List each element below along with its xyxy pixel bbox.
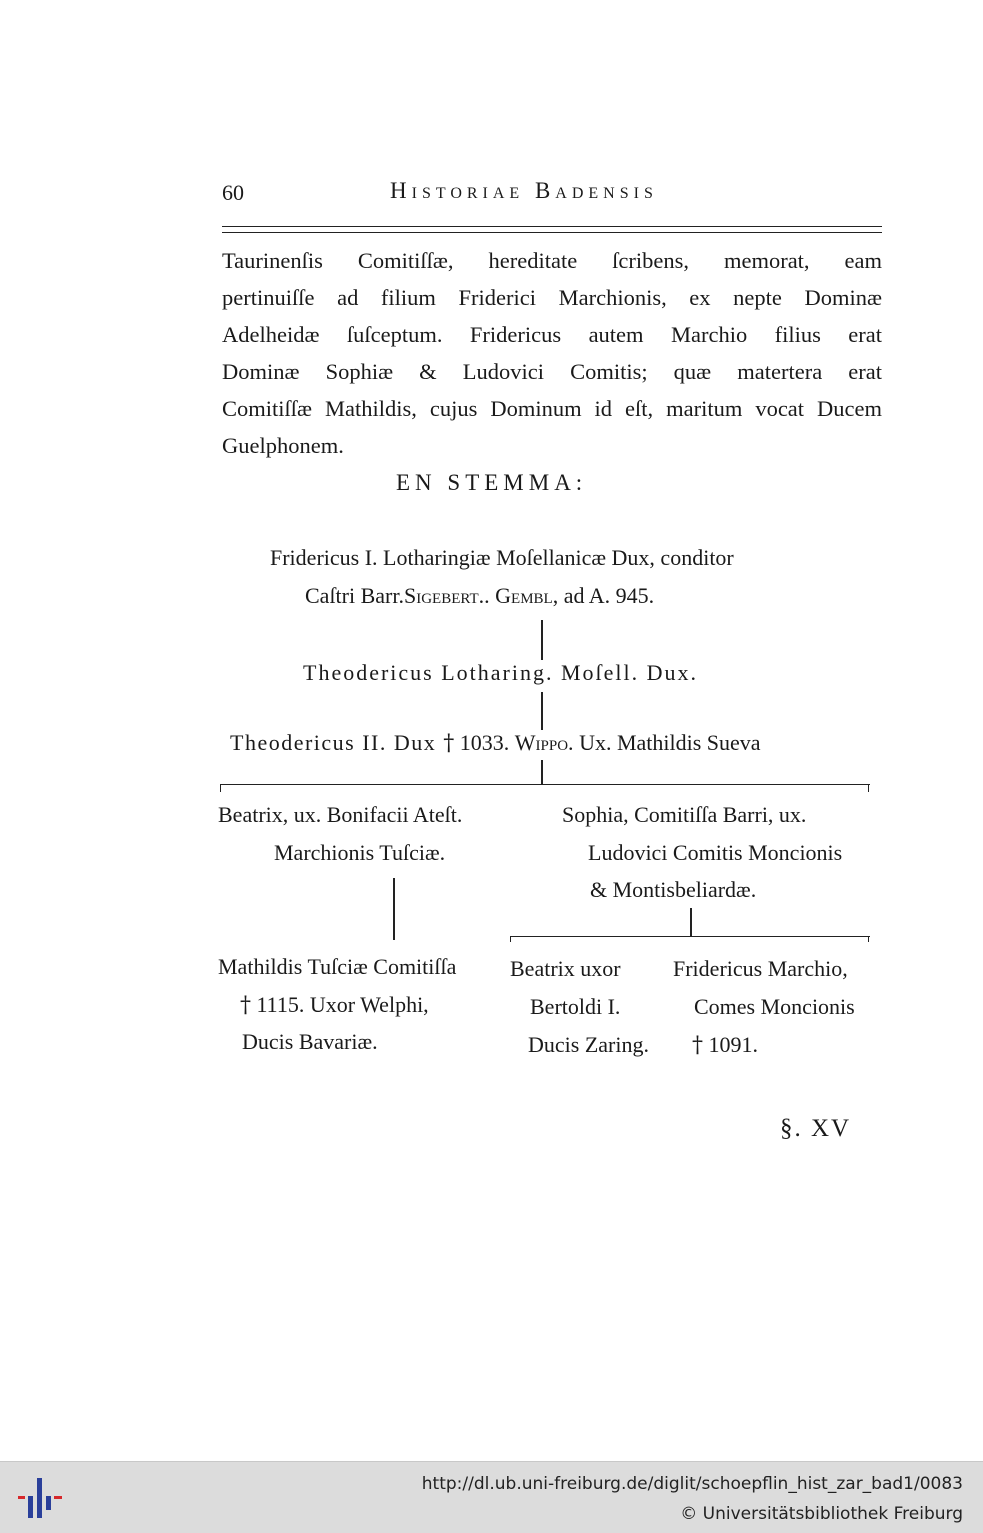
paragraph-line: pertinuiſſe ad filium Friderici Marchionis, ex nepte Dominæ: [222, 285, 882, 310]
connector-gen1-gen2: [541, 620, 543, 660]
connector-gen2-gen3: [541, 692, 543, 730]
child-right-line3: [692, 1032, 758, 1058]
gen1-date: , ad A. 945.: [552, 583, 655, 608]
bracket-right-children: [510, 936, 870, 937]
paragraph-line: Adelheidæ ſuſceptum. Fridericus autem Marchio filius erat: [222, 322, 882, 347]
gen3-line: [230, 730, 761, 756]
child-right-line2: Comes Moncionis: [694, 994, 855, 1019]
gen3-name: Theodericus II. Dux: [230, 730, 444, 755]
left-branch-line2: Marchionis Tuſciæ.: [274, 840, 446, 865]
page-number: 60: [222, 180, 244, 205]
bracket-end-left: [220, 784, 221, 792]
child-left-line3: Ducis Bavariæ.: [242, 1029, 378, 1054]
gen3-cross: †: [443, 731, 455, 756]
connector-right-children: [690, 908, 692, 936]
bracket-end-right: [868, 784, 869, 792]
gen3-spouse: Ux. Mathildis Sueva: [573, 730, 761, 755]
paragraph-line: Taurinenſis Comitiſſæ, hereditate ſcribens, memorat, eam: [222, 248, 882, 273]
child-left-cross: †: [240, 993, 251, 1018]
child-mid-line3: Ducis Zaring.: [528, 1032, 649, 1057]
child-mid-line1: Beatrix uxor: [510, 956, 621, 981]
gen1-author: Sigebert.: [403, 583, 485, 608]
footer-bar: [0, 1461, 983, 1533]
right-branch-line1: Sophia, Comitiſſa Barri, ux.: [562, 802, 807, 827]
header-rule-top: [222, 226, 882, 227]
child-right-cross: †: [692, 1033, 703, 1058]
paragraph-line: Comitiſſæ Mathildis, cujus Dominum id eſt, maritum vocat Ducem: [222, 396, 882, 421]
connector-gen3-bracket: [541, 760, 543, 784]
bracket-right-end-left: [510, 936, 511, 942]
left-branch-line1: Beatrix, ux. Bonifacii Ateſt.: [218, 802, 463, 827]
paragraph-line: Dominæ Sophiæ & Ludovici Comitis; quæ matertera erat: [222, 359, 882, 384]
child-right-death: 1091.: [703, 1032, 758, 1057]
gen1-place: Caſtri Barr.: [305, 583, 404, 608]
header-rule-bottom: [222, 232, 882, 233]
gen2-line: Theodericus Lotharing. Moſell. Dux.: [303, 660, 699, 685]
right-branch-line2: Ludovici Comitis Moncionis: [588, 840, 843, 865]
connector-left-child: [393, 878, 395, 940]
gen1-line1: Fridericus I. Lotharingiæ Moſellanicæ Dux, conditor: [270, 545, 734, 570]
bracket-gen3-children: [220, 784, 870, 785]
gen3-author: Wippo.: [514, 730, 574, 755]
child-mid-line2: Bertoldi I.: [530, 994, 621, 1019]
child-left-line1: Mathildis Tuſciæ Comitiſſa: [218, 954, 457, 979]
gen1-line2: [305, 583, 654, 609]
bracket-right-end-right: [868, 936, 869, 942]
child-right-line1: Fridericus Marchio,: [673, 956, 848, 981]
gen3-year: 1033.: [454, 730, 515, 755]
child-left-death: 1115. Uxor Welphi,: [251, 992, 429, 1017]
right-branch-line3: & Montisbeliardæ.: [590, 877, 757, 902]
running-title: Historiae Badensis: [390, 178, 658, 203]
catchword: §. XV: [780, 1115, 852, 1142]
library-logo-icon: [18, 1476, 62, 1520]
gen1-sep: .: [484, 583, 496, 608]
permalink-link[interactable]: http://dl.ub.uni-freiburg.de/diglit/schoepflin_hist_zar_bad1/0083: [421, 1474, 963, 1494]
copyright-notice: © Universitätsbibliothek Freiburg: [680, 1504, 963, 1524]
gen1-work: Gembl: [495, 583, 553, 608]
stemma-title: EN STEMMA:: [396, 470, 588, 495]
paragraph-line: Guelphonem.: [222, 433, 344, 458]
child-left-line2: [240, 992, 429, 1018]
